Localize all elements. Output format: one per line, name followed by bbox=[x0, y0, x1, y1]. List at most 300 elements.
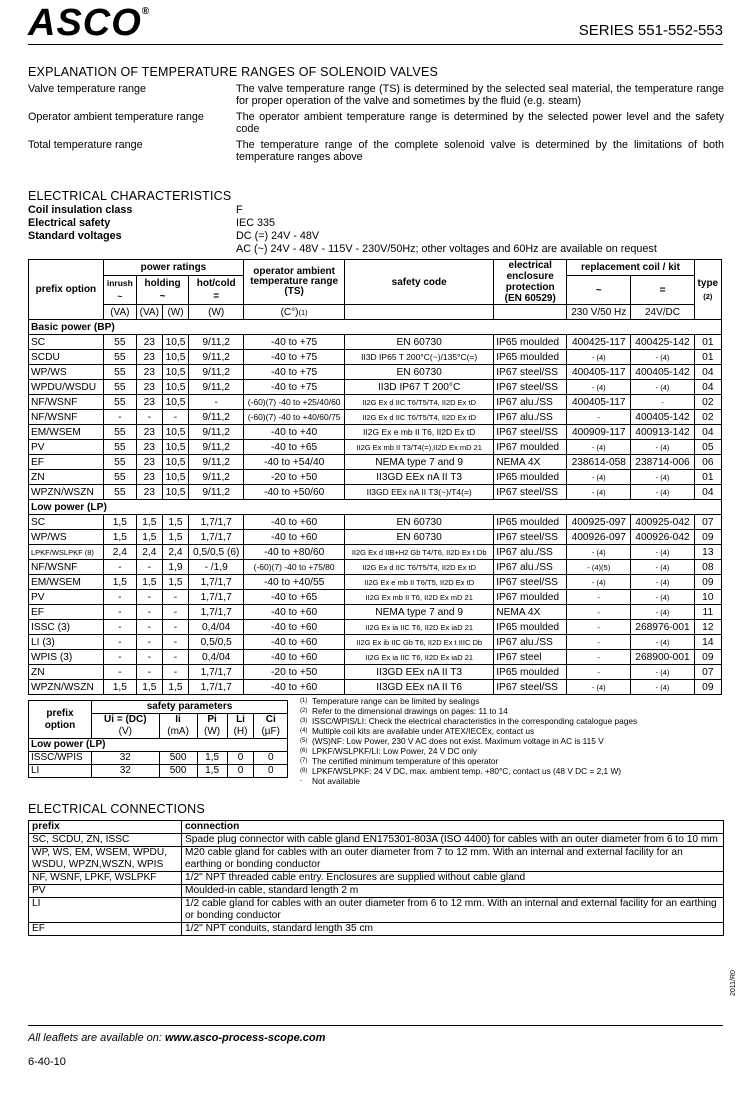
col-ac: ~ bbox=[567, 276, 631, 305]
table-row bbox=[29, 440, 722, 455]
table-cell: -40 to +75 bbox=[244, 380, 345, 395]
table-cell: IP65 moulded bbox=[494, 470, 567, 485]
table-cell: IP67 moulded bbox=[494, 590, 567, 605]
section-row bbox=[29, 500, 722, 515]
table-cell: 10,5 bbox=[162, 470, 188, 485]
explanation-label: Operator ambient temperature range bbox=[28, 111, 204, 123]
explanation-text: The operator ambient temperature range is determined by the selected power level and the safety code bbox=[236, 111, 724, 135]
table-cell: - bbox=[567, 665, 631, 680]
table-cell: -40 to +75 bbox=[244, 335, 345, 350]
connections-title: ELECTRICAL CONNECTIONS bbox=[28, 802, 205, 816]
table-row bbox=[29, 455, 722, 470]
table-cell: - (4) bbox=[631, 590, 694, 605]
table-cell: ZN bbox=[29, 470, 104, 485]
explanation-text: The temperature range of the complete solenoid valve is determined by the limitations of both temperature ranges above bbox=[236, 139, 724, 163]
table-row bbox=[29, 560, 722, 575]
table-cell: - (4) bbox=[631, 560, 694, 575]
table-cell: - (4) bbox=[631, 380, 694, 395]
connection-row bbox=[29, 847, 724, 872]
connection-prefix: LI bbox=[29, 898, 182, 923]
table-cell: SC bbox=[29, 515, 104, 530]
table-cell: IP67 alu./SS bbox=[494, 560, 567, 575]
table-cell: 9/11,2 bbox=[189, 440, 244, 455]
col-inrush: inrush ~ bbox=[103, 276, 136, 305]
footnote-mark: (6) bbox=[300, 748, 308, 754]
table-cell: - (4) bbox=[567, 350, 631, 365]
table-cell: 07 bbox=[694, 665, 721, 680]
table-cell: - bbox=[136, 560, 162, 575]
table-cell: 1,5 bbox=[136, 515, 162, 530]
section-row bbox=[29, 320, 722, 335]
table-cell: 1,5 bbox=[136, 530, 162, 545]
table-cell: - bbox=[162, 650, 188, 665]
table-cell: 400405-142 bbox=[631, 410, 694, 425]
table-cell: PV bbox=[29, 440, 104, 455]
table-cell: -20 to +50 bbox=[244, 665, 345, 680]
table-cell: -40 to +54/40 bbox=[244, 455, 345, 470]
safety-col-label: Li bbox=[236, 714, 245, 725]
connection-prefix: PV bbox=[29, 885, 182, 898]
table-cell: IP65 moulded bbox=[494, 515, 567, 530]
table-cell: 23 bbox=[136, 485, 162, 500]
table-cell: - (4) bbox=[567, 440, 631, 455]
table-cell: - (4) bbox=[631, 680, 694, 695]
header-divider bbox=[28, 44, 723, 45]
electrical-key bbox=[28, 243, 236, 256]
footnote-text: The certified minimum temperature of this operator bbox=[312, 756, 499, 766]
table-cell: 1,5 bbox=[162, 680, 188, 695]
table-cell: -40 to +60 bbox=[244, 530, 345, 545]
table-cell: EN 60730 bbox=[345, 365, 494, 380]
table-cell: ZN bbox=[29, 665, 104, 680]
table-cell: IP65 moulded bbox=[494, 335, 567, 350]
table-cell: - bbox=[103, 605, 136, 620]
table-cell: 55 bbox=[103, 395, 136, 410]
table-cell: - bbox=[103, 650, 136, 665]
connection-prefix: EF bbox=[29, 923, 182, 936]
table-cell: - (4) bbox=[567, 470, 631, 485]
safety-cell: 500 bbox=[159, 752, 197, 765]
table-cell: - (4) bbox=[631, 635, 694, 650]
safety-col-unit: (µF) bbox=[261, 726, 280, 737]
table-cell: WP/WS bbox=[29, 530, 104, 545]
table-cell: - (4)(5) bbox=[567, 560, 631, 575]
table-cell: IP67 steel/SS bbox=[494, 530, 567, 545]
connection-row bbox=[29, 885, 724, 898]
table-cell: II2G Ex mb II T6, II2D Ex mD 21 bbox=[345, 590, 494, 605]
footnote-mark: (2) bbox=[300, 708, 308, 714]
footnote-mark: (8) bbox=[300, 768, 308, 774]
safety-section-row bbox=[29, 739, 288, 752]
connection-text: M20 cable gland for cables with an outer diameter from 7 to 12 mm. With an internal and external facility for an earthing or bonding conductor bbox=[182, 847, 724, 872]
table-cell: II2G Ex d IIB+H2 Gb T4/T6, II2D Ex t Db bbox=[345, 545, 494, 560]
table-cell: 09 bbox=[694, 530, 721, 545]
table-cell: II3GD EEx nA II T3 bbox=[345, 470, 494, 485]
safety-col-label: Ui = (DC) bbox=[104, 714, 147, 725]
table-cell: EM/WSEM bbox=[29, 575, 104, 590]
table-cell: 23 bbox=[136, 335, 162, 350]
safety-col bbox=[254, 714, 288, 739]
table-cell: 1,5 bbox=[162, 575, 188, 590]
table-cell: 1,5 bbox=[103, 530, 136, 545]
table-cell: II3GD EEx nA II T3 bbox=[345, 665, 494, 680]
table-cell: 55 bbox=[103, 365, 136, 380]
table-cell: 02 bbox=[694, 395, 721, 410]
table-cell: 55 bbox=[103, 455, 136, 470]
electrical-value: AC (~) 24V - 48V - 115V - 230V/50Hz; other voltages and 60Hz are available on request bbox=[236, 243, 657, 255]
table-cell: WP/WS bbox=[29, 365, 104, 380]
table-cell: II2G Ex d IIC T6/T5/T4, II2D Ex tD bbox=[345, 560, 494, 575]
table-cell: 400926-042 bbox=[631, 530, 694, 545]
safety-col bbox=[227, 714, 254, 739]
table-cell: - bbox=[136, 620, 162, 635]
table-cell: - (4) bbox=[631, 605, 694, 620]
table-cell: IP67 steel/SS bbox=[494, 380, 567, 395]
table-cell: 10,5 bbox=[162, 395, 188, 410]
table-cell: IP67 alu./SS bbox=[494, 395, 567, 410]
safety-cell: 0 bbox=[227, 752, 254, 765]
table-cell: - (4) bbox=[567, 575, 631, 590]
table-cell: 09 bbox=[694, 575, 721, 590]
table-cell: 09 bbox=[694, 650, 721, 665]
asco-logo: ASCO® bbox=[28, 2, 151, 44]
table-cell: II2G Ex e mb II T6/T5, II2D Ex tD bbox=[345, 575, 494, 590]
table-row bbox=[29, 635, 722, 650]
table-row bbox=[29, 650, 722, 665]
footer-url[interactable]: www.asco-process-scope.com bbox=[164, 1032, 326, 1044]
table-cell: 01 bbox=[694, 470, 721, 485]
connection-prefix: WP, WS, EM, WSEM, WPDU, WSDU, WPZN,WSZN, WPIS bbox=[29, 847, 182, 872]
safety-col-label: Pi bbox=[207, 714, 217, 725]
table-cell: 55 bbox=[103, 335, 136, 350]
table-cell: -40 to +80/60 bbox=[244, 545, 345, 560]
table-cell: -40 to +40 bbox=[244, 425, 345, 440]
table-cell: 14 bbox=[694, 635, 721, 650]
safety-col-unit: (H) bbox=[233, 726, 248, 737]
table-cell: 1,5 bbox=[162, 515, 188, 530]
electrical-key: Coil insulation class bbox=[28, 204, 133, 216]
table-cell: -40 to +60 bbox=[244, 605, 345, 620]
table-cell: - bbox=[567, 620, 631, 635]
explanation-row bbox=[28, 139, 724, 163]
table-cell: 9/11,2 bbox=[189, 410, 244, 425]
table-row bbox=[29, 395, 722, 410]
footnote bbox=[300, 746, 740, 756]
table-cell: 05 bbox=[694, 440, 721, 455]
table-cell: IP65 moulded bbox=[494, 620, 567, 635]
table-cell: 10,5 bbox=[162, 365, 188, 380]
table-row bbox=[29, 335, 722, 350]
table-cell: PV bbox=[29, 590, 104, 605]
table-cell: 23 bbox=[136, 455, 162, 470]
table-row bbox=[29, 410, 722, 425]
table-cell: 1,7/1,7 bbox=[189, 515, 244, 530]
safety-col bbox=[159, 714, 197, 739]
table-cell: 400925-097 bbox=[567, 515, 631, 530]
table-cell: II2G Ex d IIC T6/T5/T4, II2D Ex tD bbox=[345, 410, 494, 425]
table-cell: - bbox=[162, 620, 188, 635]
safety-col-prefix: prefix option bbox=[29, 701, 92, 739]
table-cell: 13 bbox=[694, 545, 721, 560]
table-cell: -40 to +65 bbox=[244, 440, 345, 455]
footnote-text: (WS)NF: Low Power, 230 V AC does not exist. Maximum voltage in AC is 115 V bbox=[312, 736, 604, 746]
table-row bbox=[29, 620, 722, 635]
table-row bbox=[29, 350, 722, 365]
footnote-text: Multiple coil kits are available under ATEX/IECEx, contact us bbox=[312, 726, 535, 736]
unit-holding-w: (W) bbox=[162, 305, 188, 320]
series-title: SERIES 551-552-553 bbox=[578, 22, 723, 39]
table-cell: NEMA 4X bbox=[494, 455, 567, 470]
table-cell: 01 bbox=[694, 335, 721, 350]
table-cell: 07 bbox=[694, 515, 721, 530]
table-row bbox=[29, 590, 722, 605]
table-cell: 400913-142 bbox=[631, 425, 694, 440]
table-row bbox=[29, 365, 722, 380]
table-cell: -40 to +60 bbox=[244, 650, 345, 665]
table-cell: LPKF/WSLPKF (8) bbox=[29, 545, 104, 560]
table-cell: NF/WSNF bbox=[29, 395, 104, 410]
table-cell: 9/11,2 bbox=[189, 470, 244, 485]
table-cell: IP67 alu./SS bbox=[494, 635, 567, 650]
explanation-text: The valve temperature range (TS) is determined by the selected seal material, the temperature range for proper operation of the valve and sometimes by the fluid (e.g. steam) bbox=[236, 83, 724, 107]
connection-text: 1/2" NPT conduits, standard length 35 cm bbox=[182, 923, 724, 936]
electrical-key: Standard voltages bbox=[28, 230, 122, 242]
table-cell: 400405-142 bbox=[631, 365, 694, 380]
table-cell: - bbox=[162, 665, 188, 680]
table-cell: 1,7/1,7 bbox=[189, 605, 244, 620]
unit-enclosure bbox=[494, 305, 567, 320]
table-cell: WPDU/WSDU bbox=[29, 380, 104, 395]
table-cell: EN 60730 bbox=[345, 515, 494, 530]
table-cell: - bbox=[136, 650, 162, 665]
footnote-mark: - bbox=[300, 778, 302, 784]
table-cell: 238714-006 bbox=[631, 455, 694, 470]
safety-row bbox=[29, 765, 288, 778]
col-enclosure: electrical enclosure protection (EN 60529) bbox=[494, 260, 567, 305]
table-cell: 04 bbox=[694, 365, 721, 380]
table-cell: 400425-117 bbox=[567, 335, 631, 350]
conn-col-connection: connection bbox=[182, 821, 724, 834]
connection-row bbox=[29, 872, 724, 885]
table-cell: 06 bbox=[694, 455, 721, 470]
table-cell: 1,5 bbox=[103, 680, 136, 695]
connection-text: 1/2" NPT threaded cable entry. Enclosures are supplied without cable gland bbox=[182, 872, 724, 885]
electrical-row bbox=[28, 217, 724, 230]
table-cell: - (4) bbox=[567, 545, 631, 560]
table-cell: 1,7/1,7 bbox=[189, 530, 244, 545]
table-cell: -20 to +50 bbox=[244, 470, 345, 485]
table-cell: 9/11,2 bbox=[189, 365, 244, 380]
unit-inrush: (VA) bbox=[103, 305, 136, 320]
table-cell: 11 bbox=[694, 605, 721, 620]
table-cell: IP67 alu./SS bbox=[494, 410, 567, 425]
connection-prefix: SC, SCDU, ZN, ISSC bbox=[29, 834, 182, 847]
safety-cell: 0 bbox=[254, 752, 288, 765]
table-cell: SC bbox=[29, 335, 104, 350]
footnote-mark: (4) bbox=[300, 728, 308, 734]
table-cell: - (4) bbox=[567, 680, 631, 695]
table-cell: - /1,9 bbox=[189, 560, 244, 575]
table-cell: - (4) bbox=[567, 380, 631, 395]
table-row bbox=[29, 545, 722, 560]
safety-col-title: safety parameters bbox=[92, 701, 288, 714]
table-cell: - bbox=[189, 395, 244, 410]
table-cell: IP65 moulded bbox=[494, 350, 567, 365]
table-cell: -40 to +40/55 bbox=[244, 575, 345, 590]
table-cell: -40 to +60 bbox=[244, 515, 345, 530]
table-cell: 08 bbox=[694, 560, 721, 575]
table-cell: 23 bbox=[136, 380, 162, 395]
table-cell: II2G Ex ia IIC T6, II2D Ex iaD 21 bbox=[345, 650, 494, 665]
table-row bbox=[29, 530, 722, 545]
table-cell: 2,4 bbox=[136, 545, 162, 560]
table-cell: - bbox=[567, 635, 631, 650]
footnote-mark: (3) bbox=[300, 718, 308, 724]
table-cell: 400925-042 bbox=[631, 515, 694, 530]
col-safety: safety code bbox=[345, 260, 494, 305]
footer-text: All leaflets are available on: www.asco-process-scope.com bbox=[28, 1032, 326, 1044]
table-cell: II2G Ex ib IIC Gb T6, II2D Ex t IIIC Db bbox=[345, 635, 494, 650]
table-cell: - (4) bbox=[631, 545, 694, 560]
table-cell: 1,5 bbox=[162, 530, 188, 545]
table-cell: - bbox=[103, 665, 136, 680]
table-cell: -40 to +50/60 bbox=[244, 485, 345, 500]
power-table bbox=[28, 259, 722, 695]
electrical-list bbox=[28, 204, 724, 256]
table-cell: IP65 moulded bbox=[494, 665, 567, 680]
table-row bbox=[29, 605, 722, 620]
table-cell: 0,5/0,5 bbox=[189, 635, 244, 650]
connection-row bbox=[29, 923, 724, 936]
table-cell: 10,5 bbox=[162, 440, 188, 455]
explanation-list bbox=[28, 83, 724, 167]
table-cell: - bbox=[162, 590, 188, 605]
table-row bbox=[29, 575, 722, 590]
table-cell: 1,5 bbox=[103, 515, 136, 530]
explanation-row bbox=[28, 83, 724, 107]
table-cell: 9/11,2 bbox=[189, 335, 244, 350]
table-cell: 02 bbox=[694, 410, 721, 425]
table-cell: WPZN/WSZN bbox=[29, 680, 104, 695]
table-cell: (-60)(7) -40 to +40/60/75 bbox=[244, 410, 345, 425]
table-cell: II2G Ex ia IIC T6, II2D Ex iaD 21 bbox=[345, 620, 494, 635]
footnotes bbox=[300, 696, 740, 786]
table-cell: 400425-142 bbox=[631, 335, 694, 350]
connections-table bbox=[28, 820, 724, 936]
safety-col bbox=[197, 714, 227, 739]
table-cell: 23 bbox=[136, 425, 162, 440]
revision: 2011/R0 bbox=[730, 970, 737, 996]
table-cell: 55 bbox=[103, 470, 136, 485]
table-cell: - bbox=[162, 410, 188, 425]
table-cell: 1,7/1,7 bbox=[189, 575, 244, 590]
table-cell: NEMA type 7 and 9 bbox=[345, 605, 494, 620]
table-cell: 23 bbox=[136, 440, 162, 455]
table-cell: 1,5 bbox=[103, 575, 136, 590]
table-cell: NF/WSNF bbox=[29, 560, 104, 575]
explanation-row bbox=[28, 111, 724, 135]
connection-row bbox=[29, 898, 724, 923]
table-cell: -40 to +60 bbox=[244, 635, 345, 650]
section-title: Low power (LP) bbox=[29, 500, 722, 515]
table-cell: - bbox=[136, 590, 162, 605]
table-cell: 55 bbox=[103, 425, 136, 440]
table-cell: NEMA 4X bbox=[494, 605, 567, 620]
table-cell: 1,5 bbox=[136, 575, 162, 590]
explanation-label: Valve temperature range bbox=[28, 83, 147, 95]
table-row bbox=[29, 680, 722, 695]
table-cell: 1,7/1,7 bbox=[189, 590, 244, 605]
table-cell: 2,4 bbox=[162, 545, 188, 560]
table-cell: IP67 moulded bbox=[494, 440, 567, 455]
table-cell: 10,5 bbox=[162, 485, 188, 500]
table-cell: 04 bbox=[694, 425, 721, 440]
table-cell: - bbox=[136, 410, 162, 425]
table-cell: - (4) bbox=[567, 485, 631, 500]
table-cell: - bbox=[136, 665, 162, 680]
footnote-text: Not available bbox=[312, 776, 360, 786]
safety-col bbox=[92, 714, 160, 739]
table-cell: II3GD EEx nA II T6 bbox=[345, 680, 494, 695]
table-cell: - bbox=[162, 605, 188, 620]
table-cell: EF bbox=[29, 605, 104, 620]
safety-col-unit: (W) bbox=[204, 726, 221, 737]
table-cell: - bbox=[567, 590, 631, 605]
safety-col-label: Ci bbox=[265, 714, 276, 725]
table-cell: 0,5/0,5 (6) bbox=[189, 545, 244, 560]
safety-table bbox=[28, 700, 288, 778]
table-cell: 55 bbox=[103, 380, 136, 395]
safety-col-unit: (V) bbox=[118, 726, 132, 737]
connection-text: Spade plug connector with cable gland EN175301-803A (ISO 4400) for cables with an outer diameter from 6 to 10 mm bbox=[182, 834, 724, 847]
footnote bbox=[300, 696, 740, 706]
electrical-title: ELECTRICAL CHARACTERISTICS bbox=[28, 189, 232, 203]
table-cell: -40 to +75 bbox=[244, 365, 345, 380]
safety-cell: 1,5 bbox=[197, 765, 227, 778]
table-cell: -40 to +75 bbox=[244, 350, 345, 365]
electrical-row bbox=[28, 204, 724, 217]
table-cell: 55 bbox=[103, 485, 136, 500]
col-operator: operator ambient temperature range (TS) bbox=[244, 260, 345, 305]
table-cell: 400926-097 bbox=[567, 530, 631, 545]
table-cell: 10,5 bbox=[162, 425, 188, 440]
table-cell: WPZN/WSZN bbox=[29, 485, 104, 500]
table-cell: 9/11,2 bbox=[189, 455, 244, 470]
table-cell: 04 bbox=[694, 380, 721, 395]
table-cell: (-60)(7) -40 to +25/40/60 bbox=[244, 395, 345, 410]
unit-ac: 230 V/50 Hz bbox=[567, 305, 631, 320]
table-row bbox=[29, 380, 722, 395]
table-row bbox=[29, 470, 722, 485]
table-cell: 12 bbox=[694, 620, 721, 635]
electrical-key: Electrical safety bbox=[28, 217, 111, 229]
table-cell: II3D IP67 T 200°C bbox=[345, 380, 494, 395]
electrical-row bbox=[28, 230, 724, 243]
col-holding: holding ~ bbox=[136, 276, 188, 305]
table-cell: 10,5 bbox=[162, 380, 188, 395]
table-cell: 268976-001 bbox=[631, 620, 694, 635]
table-cell: 9/11,2 bbox=[189, 425, 244, 440]
footnote-text: Temperature range can be limited by sealings bbox=[312, 696, 480, 706]
table-cell: 10,5 bbox=[162, 455, 188, 470]
table-cell: 1,7/1,7 bbox=[189, 665, 244, 680]
table-cell: - bbox=[631, 395, 694, 410]
electrical-value: IEC 335 bbox=[236, 217, 276, 229]
table-cell: IP67 alu./SS bbox=[494, 545, 567, 560]
table-cell: EM/WSEM bbox=[29, 425, 104, 440]
unit-dc: 24V/DC bbox=[631, 305, 694, 320]
table-cell: 10,5 bbox=[162, 335, 188, 350]
